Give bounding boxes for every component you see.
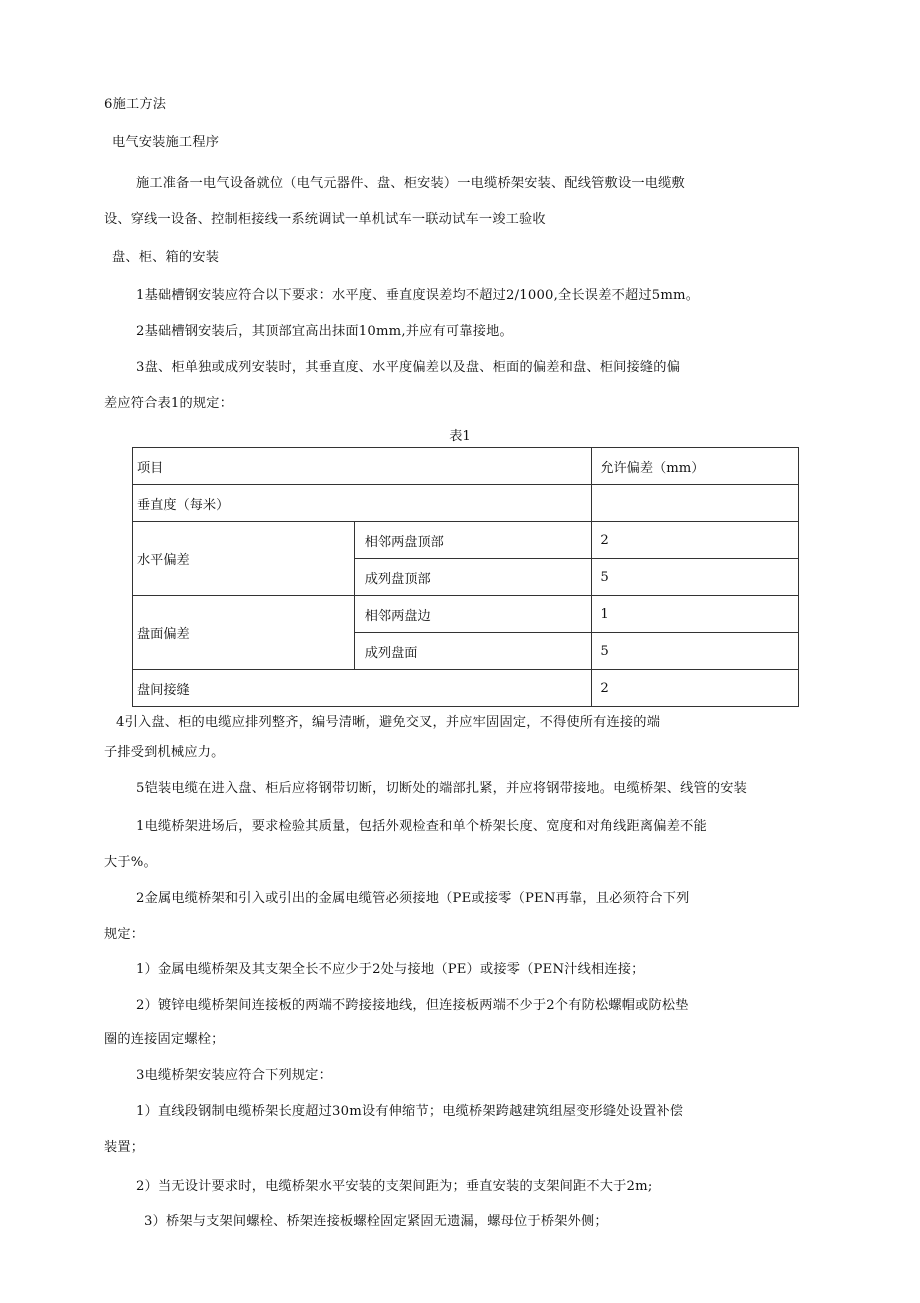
paragraph-line: 2）当无设计要求时，电缆桥架水平安装的支架间距为；垂直安装的支架间距不大于2m; bbox=[136, 1179, 653, 1194]
paragraph-line: 2）镀锌电缆桥架间连接板的两端不跨接接地线，但连接板两端不少于2个有防松螺帽或防松垫 bbox=[136, 998, 689, 1013]
table-row bbox=[133, 448, 799, 485]
table-cell: 2 bbox=[592, 670, 799, 707]
paragraph-line: 1电缆桥架进场后，要求检验其质量，包括外观检查和单个桥架长度、宽度和对角线距离偏差不能 bbox=[136, 819, 707, 834]
paragraph-line: 2基础槽钢安装后，其顶部宜高出抹面10mm,并应有可靠接地。 bbox=[136, 324, 513, 339]
paragraph-line: 施工准备一电气设备就位（电气元器件、盘、柜安装）一电缆桥架安装、配线管敷设一电缆敷 bbox=[136, 176, 685, 191]
paragraph-line: 设、穿线一设备、控制柜接线一系统调试一单机试车一联动试车一竣工验收 bbox=[104, 212, 546, 227]
paragraph-line: 圈的连接固定螺栓； bbox=[104, 1032, 225, 1047]
paragraph-line: 大于%。 bbox=[104, 855, 157, 870]
table-cell: 1 bbox=[592, 596, 799, 633]
subsection-heading: 电气安装施工程序 bbox=[112, 135, 220, 150]
table-row bbox=[133, 596, 799, 633]
table-row bbox=[133, 522, 799, 559]
table-cell: 盘间接缝 bbox=[133, 670, 592, 707]
table-caption: 表1 bbox=[449, 429, 471, 444]
paragraph-line: 5铠装电缆在进入盘、柜后应将钢带切断，切断处的端部扎紧，并应将钢带接地。电缆桥架、线管的安装 bbox=[136, 781, 748, 796]
table-cell: 盘面偏差 bbox=[133, 596, 355, 670]
paragraph-line: 3电缆桥架安装应符合下列规定： bbox=[136, 1068, 333, 1083]
table-cell: 成列盘面 bbox=[354, 633, 592, 670]
paragraph-line: 4引入盘、柜的电缆应排列整齐，编号清晰，避免交叉，并应牢固固定，不得使所有连接的端 bbox=[116, 715, 661, 730]
paragraph-line: 规定： bbox=[104, 927, 145, 942]
paragraph-line: 1）金属电缆桥架及其支架全长不应少于2处与接地（PE）或接零（PEN汁线相连接； bbox=[136, 962, 645, 977]
paragraph-line: 1）直线段钢制电缆桥架长度超过30m设有伸缩节；电缆桥架跨越建筑组屋变形缝处设置补偿 bbox=[136, 1104, 684, 1119]
table-cell: 5 bbox=[592, 633, 799, 670]
table-cell bbox=[592, 485, 799, 522]
paragraph-line: 子排受到机械应力。 bbox=[104, 745, 225, 760]
table-header-tolerance: 允许偏差（mm） bbox=[592, 448, 799, 485]
table-cell: 2 bbox=[592, 522, 799, 559]
subsection-heading: 盘、柜、箱的安装 bbox=[112, 250, 220, 265]
tolerance-table bbox=[132, 447, 799, 707]
paragraph-line: 2金属电缆桥架和引入或引出的金属电缆管必须接地（PE或接零（PEN再靠，且必须符合下列 bbox=[136, 891, 690, 906]
table-cell: 相邻两盘边 bbox=[354, 596, 592, 633]
paragraph-line: 1基础槽钢安装应符合以下要求：水平度、垂直度误差均不超过2/1000,全长误差不超过5mm。 bbox=[136, 288, 700, 303]
table-cell: 水平偏差 bbox=[133, 522, 355, 596]
table-cell: 垂直度（每米） bbox=[133, 485, 592, 522]
table-row bbox=[133, 670, 799, 707]
table-cell: 成列盘顶部 bbox=[354, 559, 592, 596]
paragraph-line: 装置； bbox=[104, 1140, 145, 1155]
table-cell: 相邻两盘顶部 bbox=[354, 522, 592, 559]
paragraph-line: 差应符合表1的规定： bbox=[104, 396, 234, 411]
paragraph-line: 3）桥架与支架间螺栓、桥架连接板螺栓固定紧固无遗漏，螺母位于桥架外侧； bbox=[144, 1214, 608, 1229]
table-header-item: 项目 bbox=[133, 448, 592, 485]
table-row bbox=[133, 485, 799, 522]
section-heading: 6施工方法 bbox=[104, 97, 167, 112]
paragraph-line: 3盘、柜单独或成列安装时，其垂直度、水平度偏差以及盘、柜面的偏差和盘、柜间接缝的偏 bbox=[136, 360, 681, 375]
table-cell: 5 bbox=[592, 559, 799, 596]
